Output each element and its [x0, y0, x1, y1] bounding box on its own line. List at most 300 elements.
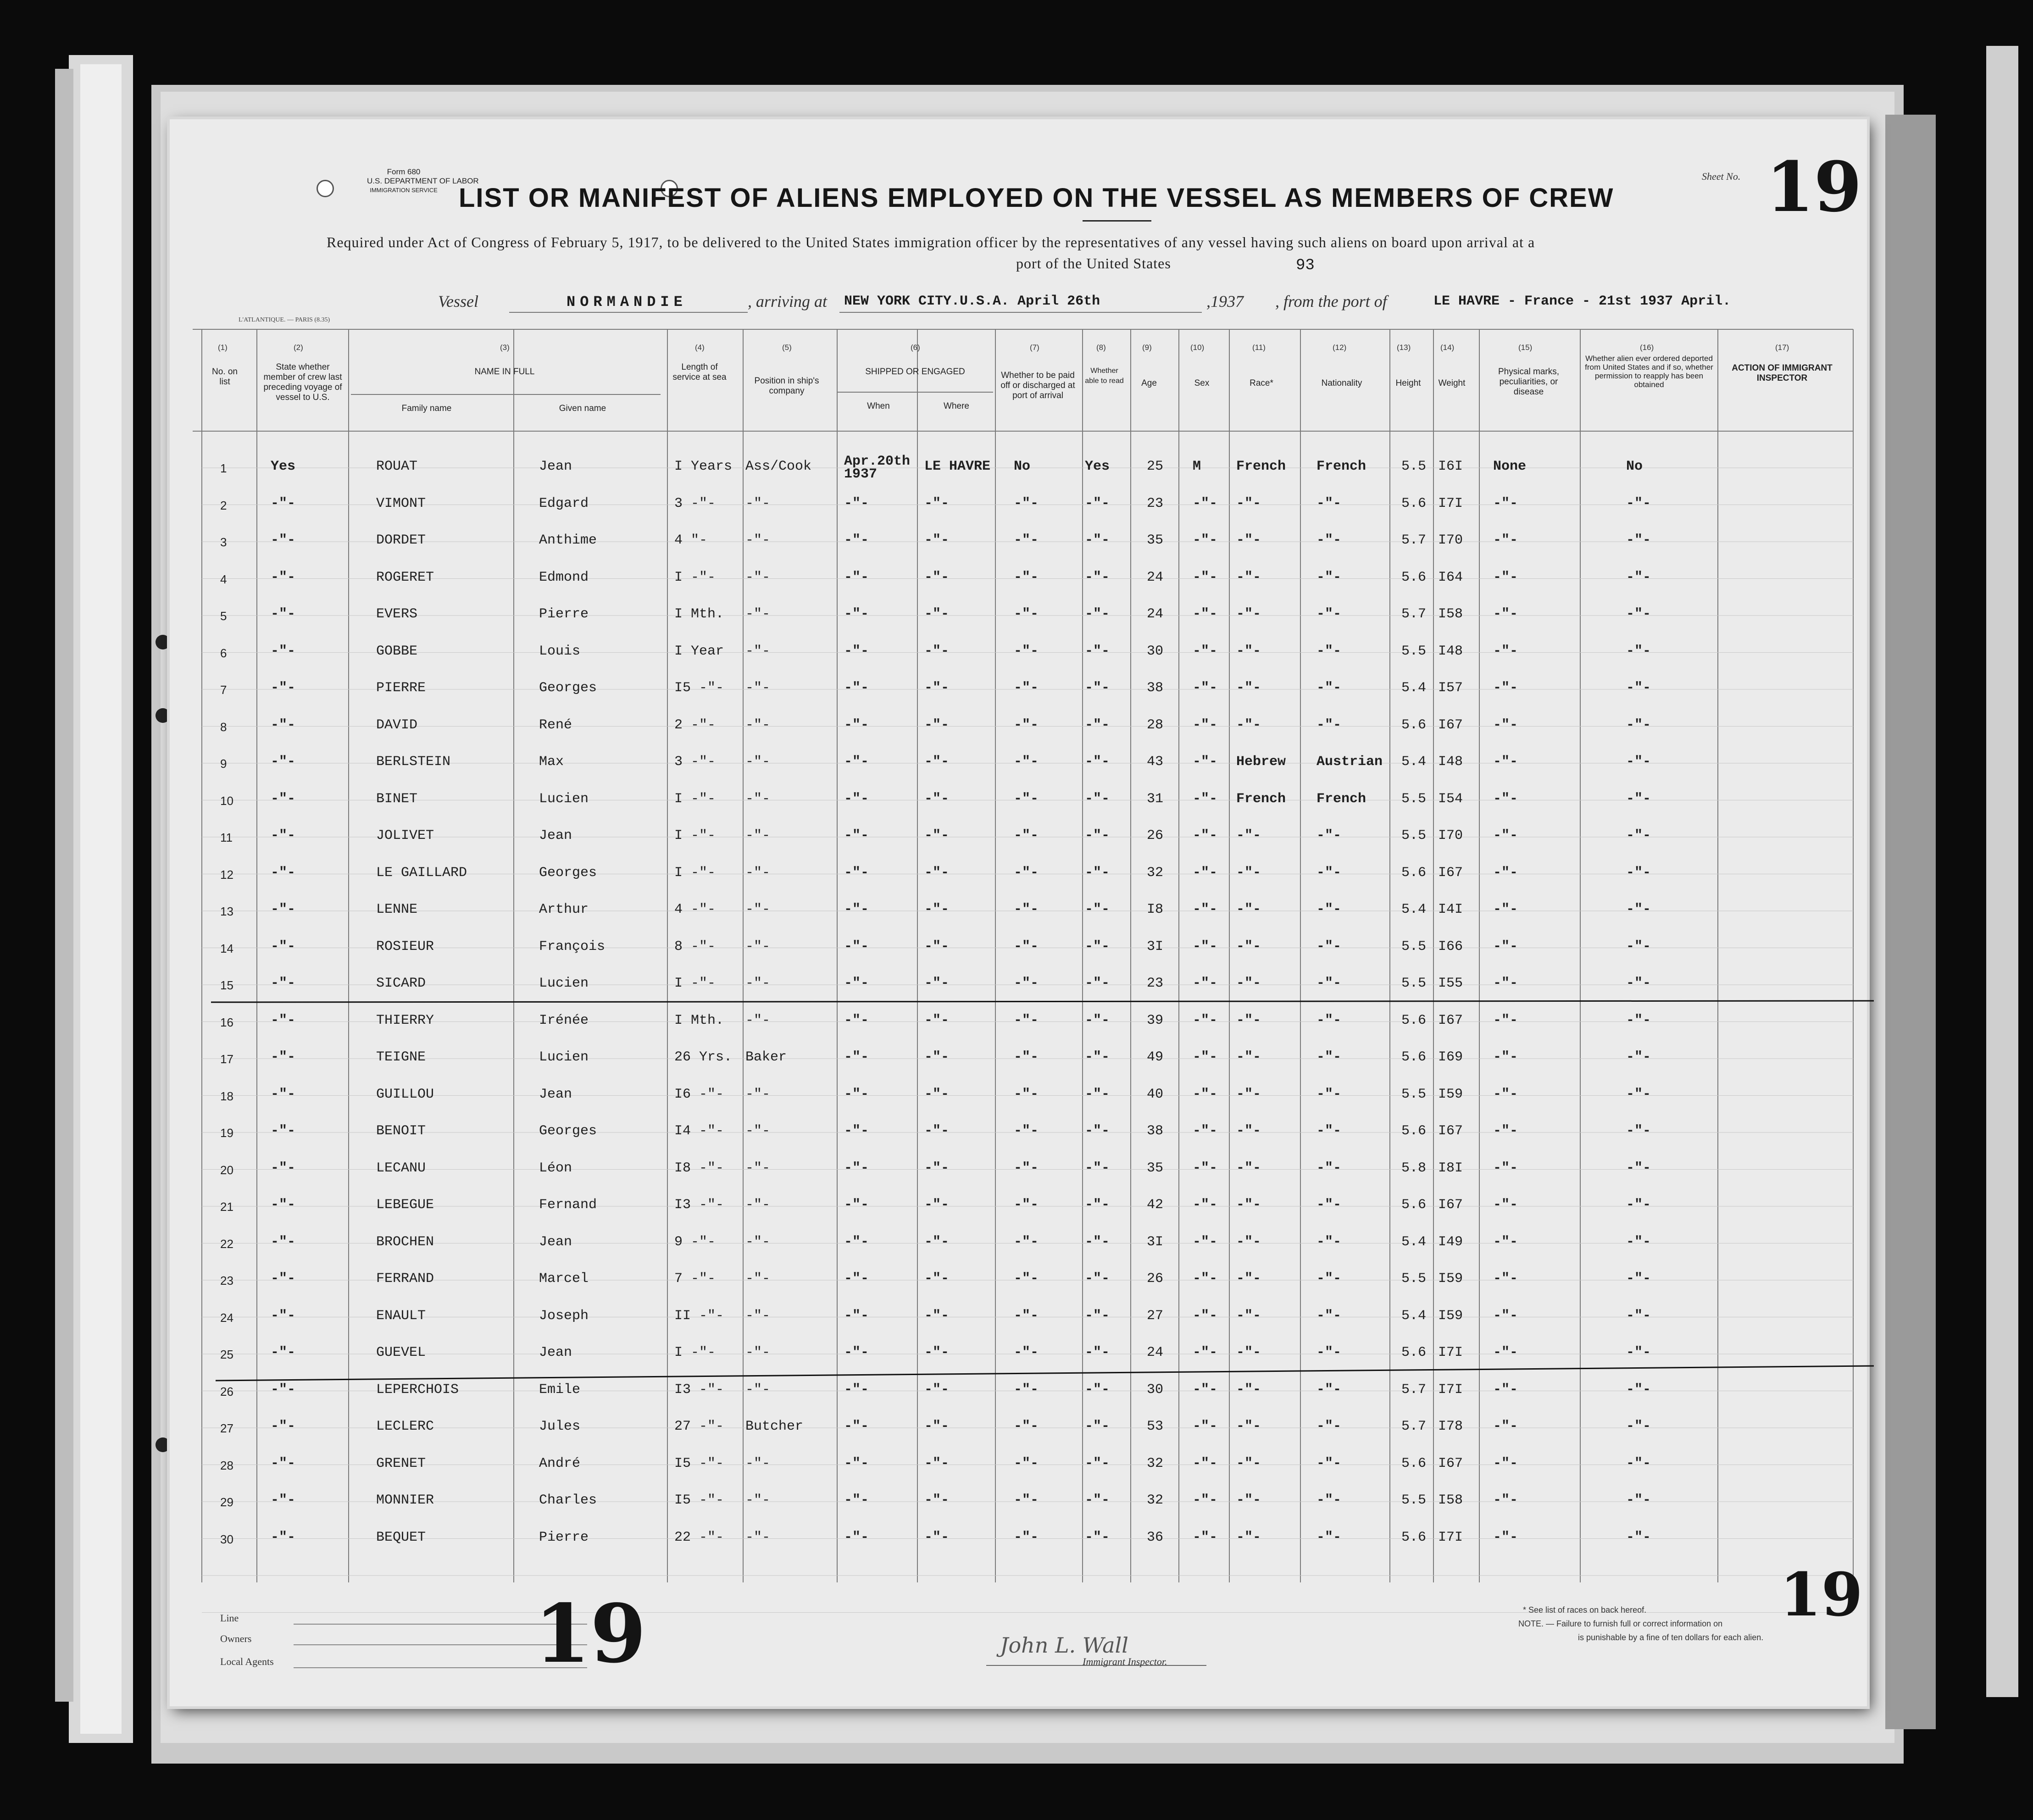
physical-marks-cell: -"-: [1493, 643, 1518, 659]
race-cell: -"-: [1236, 1234, 1261, 1250]
shipped-where-cell: -"-: [924, 938, 950, 954]
height-cell: 5.6: [1401, 1049, 1427, 1065]
deported-cell: -"-: [1626, 1234, 1651, 1250]
age-cell: 30: [1147, 643, 1164, 659]
paid-off-cell: -"-: [1014, 1234, 1039, 1250]
race-cell: -"-: [1236, 902, 1261, 917]
shipped-when-cell: -"-: [844, 1086, 869, 1102]
sex-cell: -"-: [1193, 1382, 1218, 1398]
weight-cell: I4I: [1438, 902, 1463, 917]
nationality-cell: -"-: [1316, 1308, 1342, 1324]
able-to-read-cell: -"-: [1085, 1012, 1110, 1028]
nationality-cell: -"-: [1316, 495, 1342, 511]
age-cell: 24: [1147, 606, 1164, 622]
service-length-cell: II -"-: [674, 1308, 724, 1324]
family-name-cell: JOLIVET: [376, 828, 434, 843]
deported-cell: No: [1626, 459, 1643, 474]
prev-voyage-cell: -"-: [271, 606, 296, 622]
position-cell: -"-: [745, 828, 771, 843]
physical-marks-cell: -"-: [1493, 1123, 1518, 1139]
age-cell: 30: [1147, 1382, 1164, 1398]
able-to-read-cell: -"-: [1085, 902, 1110, 917]
family-name-cell: LENNE: [376, 902, 418, 917]
height-cell: 5.5: [1401, 791, 1427, 807]
prev-voyage-cell: -"-: [271, 1493, 296, 1508]
given-name-cell: Charles: [539, 1493, 597, 1508]
sex-cell: -"-: [1193, 1493, 1218, 1508]
shipped-where-cell: -"-: [924, 1308, 950, 1324]
deported-cell: -"-: [1626, 680, 1651, 696]
family-name-cell: ROSIEUR: [376, 938, 434, 954]
height-cell: 5.4: [1401, 754, 1427, 770]
prev-voyage-cell: -"-: [271, 1234, 296, 1250]
prev-voyage-cell: -"-: [271, 533, 296, 548]
sex-cell: -"-: [1193, 976, 1218, 991]
age-cell: 35: [1147, 533, 1164, 548]
family-name-cell: TEIGNE: [376, 1049, 426, 1065]
family-name-cell: BINET: [376, 791, 418, 807]
weight-cell: I48: [1438, 754, 1463, 770]
race-cell: -"-: [1236, 1308, 1261, 1324]
col11-label: Race*: [1250, 378, 1273, 388]
shipped-where-cell: -"-: [924, 1197, 950, 1213]
weight-cell: I69: [1438, 1049, 1463, 1065]
sex-cell: -"-: [1193, 1455, 1218, 1471]
weight-cell: I70: [1438, 533, 1463, 548]
col1-num: (1): [218, 343, 228, 352]
service-length-cell: I -"-: [674, 976, 716, 991]
sex-cell: -"-: [1193, 643, 1218, 659]
weight-cell: I57: [1438, 680, 1463, 696]
able-to-read-cell: -"-: [1085, 1529, 1110, 1545]
position-cell: -"-: [745, 1234, 771, 1250]
paid-off-cell: -"-: [1014, 1160, 1039, 1176]
nationality-cell: -"-: [1316, 902, 1342, 917]
deported-cell: -"-: [1626, 495, 1651, 511]
deported-cell: -"-: [1626, 1419, 1651, 1434]
age-cell: 26: [1147, 1271, 1164, 1287]
able-to-read-cell: -"-: [1085, 533, 1110, 548]
physical-marks-cell: -"-: [1493, 1271, 1518, 1287]
sex-cell: -"-: [1193, 1234, 1218, 1250]
row-number: 24: [220, 1310, 233, 1325]
given-name-cell: Marcel: [539, 1271, 589, 1287]
weight-cell: I67: [1438, 1012, 1463, 1028]
physical-marks-cell: -"-: [1493, 865, 1518, 881]
sex-cell: -"-: [1193, 1271, 1218, 1287]
col4-num: (4): [695, 343, 705, 352]
fine-note: is punishable by a fine of ten dollars for each alien.: [1578, 1633, 1764, 1642]
age-cell: 28: [1147, 717, 1164, 733]
col2-num: (2): [294, 343, 303, 352]
row-number: 12: [220, 867, 233, 882]
age-cell: 49: [1147, 1049, 1164, 1065]
shipped-when-cell: -"-: [844, 902, 869, 917]
deported-cell: -"-: [1626, 938, 1651, 954]
vessel-label: Vessel: [438, 292, 478, 311]
paid-off-cell: -"-: [1014, 606, 1039, 622]
weight-cell: I54: [1438, 791, 1463, 807]
family-name-cell: LECANU: [376, 1160, 426, 1176]
prev-voyage-cell: -"-: [271, 828, 296, 843]
position-cell: -"-: [745, 902, 771, 917]
row-number: 28: [220, 1458, 233, 1472]
deported-cell: -"-: [1626, 1012, 1651, 1028]
age-cell: 24: [1147, 1345, 1164, 1360]
family-name-cell: BERLSTEIN: [376, 754, 451, 770]
family-name-cell: DORDET: [376, 533, 426, 548]
height-cell: 5.6: [1401, 569, 1427, 585]
weight-cell: I7I: [1438, 495, 1463, 511]
paid-off-cell: -"-: [1014, 1382, 1039, 1398]
weight-cell: I59: [1438, 1086, 1463, 1102]
able-to-read-cell: -"-: [1085, 1345, 1110, 1360]
col10-num: (10): [1190, 343, 1205, 352]
service-length-cell: 27 -"-: [674, 1419, 724, 1434]
height-cell: 5.6: [1401, 865, 1427, 881]
sex-cell: -"-: [1193, 1419, 1218, 1434]
physical-marks-cell: -"-: [1493, 1419, 1518, 1434]
deported-cell: -"-: [1626, 754, 1651, 770]
shipped-when-cell: Apr.20th 1937: [844, 454, 911, 482]
shipped-when-cell: -"-: [844, 1455, 869, 1471]
race-cell: French: [1236, 791, 1286, 807]
row-number: 13: [220, 904, 233, 918]
service-length-cell: I -"-: [674, 828, 716, 843]
prev-voyage-cell: -"-: [271, 680, 296, 696]
shipped-where-cell: -"-: [924, 902, 950, 917]
position-cell: -"-: [745, 938, 771, 954]
race-cell: -"-: [1236, 1049, 1261, 1065]
shipped-where-cell: -"-: [924, 1419, 950, 1434]
paid-off-cell: -"-: [1014, 976, 1039, 991]
row-number: 1: [220, 461, 227, 475]
height-cell: 5.7: [1401, 533, 1427, 548]
shipped-where-cell: -"-: [924, 680, 950, 696]
position-cell: -"-: [745, 754, 771, 770]
shipped-when-cell: -"-: [844, 1382, 869, 1398]
height-cell: 5.7: [1401, 1382, 1427, 1398]
weight-cell: I7I: [1438, 1345, 1463, 1360]
deported-cell: -"-: [1626, 1086, 1651, 1102]
position-cell: Butcher: [745, 1419, 804, 1434]
given-name-cell: Jules: [539, 1419, 581, 1434]
race-cell: -"-: [1236, 865, 1261, 881]
inspector-label: Immigrant Inspector.: [1083, 1656, 1167, 1667]
nationality-cell: -"-: [1316, 1234, 1342, 1250]
paid-off-cell: -"-: [1014, 791, 1039, 807]
able-to-read-cell: -"-: [1085, 938, 1110, 954]
shipped-when-cell: -"-: [844, 1197, 869, 1213]
race-cell: -"-: [1236, 1419, 1261, 1434]
shipped-where-cell: -"-: [924, 1160, 950, 1176]
race-cell: -"-: [1236, 1197, 1261, 1213]
col13-num: (13): [1397, 343, 1411, 352]
service-length-cell: I -"-: [674, 569, 716, 585]
age-cell: 24: [1147, 569, 1164, 585]
nationality-cell: -"-: [1316, 865, 1342, 881]
service-length-cell: 2 -"-: [674, 717, 716, 733]
physical-marks-cell: -"-: [1493, 902, 1518, 917]
paid-off-cell: -"-: [1014, 1493, 1039, 1508]
race-cell: -"-: [1236, 1271, 1261, 1287]
deported-cell: -"-: [1626, 791, 1651, 807]
physical-marks-cell: -"-: [1493, 1529, 1518, 1545]
shipped-where-cell: -"-: [924, 865, 950, 881]
service-length-cell: I3 -"-: [674, 1382, 724, 1398]
weight-cell: I67: [1438, 1123, 1463, 1139]
given-name-cell: Joseph: [539, 1308, 589, 1324]
departure-port: LE HAVRE - France - 21st 1937 April.: [1433, 294, 1731, 309]
shipped-when-cell: -"-: [844, 533, 869, 548]
row-number: 7: [220, 683, 227, 697]
family-name-cell: EVERS: [376, 606, 418, 622]
row-number: 16: [220, 1015, 233, 1029]
nationality-cell: -"-: [1316, 1197, 1342, 1213]
col16-num: (16): [1640, 343, 1654, 352]
shipped-where-cell: -"-: [924, 1493, 950, 1508]
able-to-read-cell: -"-: [1085, 1086, 1110, 1102]
prev-voyage-cell: -"-: [271, 865, 296, 881]
col6-when: When: [867, 401, 890, 411]
position-cell: -"-: [745, 1012, 771, 1028]
physical-marks-cell: -"-: [1493, 1160, 1518, 1176]
weight-cell: I59: [1438, 1308, 1463, 1324]
subtitle-line-2: port of the United States: [1016, 255, 1171, 272]
paid-off-cell: -"-: [1014, 1455, 1039, 1471]
service-length-cell: I -"-: [674, 791, 716, 807]
service-length-cell: I Year: [674, 643, 724, 659]
position-cell: -"-: [745, 680, 771, 696]
stamp-number: 19: [534, 1587, 646, 1681]
given-name-cell: Irénée: [539, 1012, 589, 1028]
able-to-read-cell: -"-: [1085, 1419, 1110, 1434]
able-to-read-cell: -"-: [1085, 1455, 1110, 1471]
paid-off-cell: -"-: [1014, 828, 1039, 843]
able-to-read-cell: -"-: [1085, 976, 1110, 991]
given-name-cell: Jean: [539, 1345, 572, 1360]
shipped-where-cell: -"-: [924, 1455, 950, 1471]
paid-off-cell: -"-: [1014, 902, 1039, 917]
physical-marks-cell: -"-: [1493, 791, 1518, 807]
service-length-cell: 3 -"-: [674, 754, 716, 770]
paid-off-cell: -"-: [1014, 1197, 1039, 1213]
col1-label: No. on list: [212, 367, 238, 387]
col14-num: (14): [1440, 343, 1455, 352]
prev-voyage-cell: -"-: [271, 1271, 296, 1287]
col8-label: Whether able to read: [1085, 367, 1124, 385]
row-number: 27: [220, 1421, 233, 1435]
given-name-cell: Lucien: [539, 1049, 589, 1065]
given-name-cell: Georges: [539, 865, 597, 881]
weight-cell: I7I: [1438, 1382, 1463, 1398]
family-name-cell: SICARD: [376, 976, 426, 991]
shipped-where-cell: -"-: [924, 1123, 950, 1139]
weight-cell: I78: [1438, 1419, 1463, 1434]
family-name-cell: GUEVEL: [376, 1345, 426, 1360]
age-cell: 36: [1147, 1529, 1164, 1545]
row-number: 17: [220, 1052, 233, 1066]
shipped-where-cell: -"-: [924, 606, 950, 622]
able-to-read-cell: -"-: [1085, 1271, 1110, 1287]
col7-num: (7): [1030, 343, 1039, 352]
physical-marks-cell: -"-: [1493, 717, 1518, 733]
col8-num: (8): [1096, 343, 1106, 352]
paid-off-cell: -"-: [1014, 1345, 1039, 1360]
position-cell: -"-: [745, 1086, 771, 1102]
able-to-read-cell: -"-: [1085, 1382, 1110, 1398]
col12-num: (12): [1333, 343, 1347, 352]
age-cell: 32: [1147, 1455, 1164, 1471]
shipped-when-cell: -"-: [844, 680, 869, 696]
age-cell: 35: [1147, 1160, 1164, 1176]
prev-voyage-cell: -"-: [271, 569, 296, 585]
col15-label: Physical marks, peculiarities, or disease: [1498, 367, 1560, 397]
nationality-cell: Austrian: [1316, 754, 1383, 770]
race-cell: -"-: [1236, 1455, 1261, 1471]
height-cell: 5.8: [1401, 1160, 1427, 1176]
inspector-signature: John L. Wall: [1000, 1633, 1128, 1658]
able-to-read-cell: -"-: [1085, 717, 1110, 733]
deported-cell: -"-: [1626, 1493, 1651, 1508]
sex-cell: -"-: [1193, 1086, 1218, 1102]
sex-cell: -"-: [1193, 1160, 1218, 1176]
form-service: IMMIGRATION SERVICE: [370, 187, 438, 194]
sex-cell: -"-: [1193, 1012, 1218, 1028]
given-name-cell: Fernand: [539, 1197, 597, 1213]
position-cell: -"-: [745, 1308, 771, 1324]
physical-marks-cell: -"-: [1493, 1086, 1518, 1102]
from-label: , from the port of: [1275, 292, 1387, 311]
given-name-cell: Lucien: [539, 791, 589, 807]
row-number: 20: [220, 1163, 233, 1177]
col15-num: (15): [1518, 343, 1533, 352]
sex-cell: -"-: [1193, 828, 1218, 843]
prev-voyage-cell: -"-: [271, 902, 296, 917]
position-cell: -"-: [745, 495, 771, 511]
prev-voyage-cell: -"-: [271, 643, 296, 659]
service-length-cell: I -"-: [674, 865, 716, 881]
sex-cell: M: [1193, 459, 1201, 474]
prev-voyage-cell: -"-: [271, 976, 296, 991]
sex-cell: -"-: [1193, 680, 1218, 696]
nationality-cell: French: [1316, 459, 1366, 474]
given-name-cell: Emile: [539, 1382, 581, 1398]
paid-off-cell: -"-: [1014, 1308, 1039, 1324]
physical-marks-cell: -"-: [1493, 1012, 1518, 1028]
shipped-when-cell: -"-: [844, 643, 869, 659]
shipped-when-cell: -"-: [844, 569, 869, 585]
position-cell: -"-: [745, 1123, 771, 1139]
shipped-where-cell: -"-: [924, 754, 950, 770]
position-cell: -"-: [745, 717, 771, 733]
weight-cell: I67: [1438, 865, 1463, 881]
physical-marks-cell: -"-: [1493, 495, 1518, 511]
height-cell: 5.6: [1401, 1529, 1427, 1545]
height-cell: 5.5: [1401, 828, 1427, 843]
family-name-cell: LECLERC: [376, 1419, 434, 1434]
able-to-read-cell: -"-: [1085, 1123, 1110, 1139]
race-cell: -"-: [1236, 1529, 1261, 1545]
race-cell: -"-: [1236, 1012, 1261, 1028]
deported-cell: -"-: [1626, 1271, 1651, 1287]
shipped-when-cell: -"-: [844, 938, 869, 954]
col9-label: Age: [1141, 378, 1157, 388]
prev-voyage-cell: -"-: [271, 1160, 296, 1176]
row-number: 5: [220, 609, 227, 623]
race-cell: -"-: [1236, 533, 1261, 548]
deported-cell: -"-: [1626, 569, 1651, 585]
nationality-cell: -"-: [1316, 938, 1342, 954]
family-name-cell: GRENET: [376, 1455, 426, 1471]
prev-voyage-cell: -"-: [271, 1419, 296, 1434]
shipped-when-cell: -"-: [844, 1308, 869, 1324]
able-to-read-cell: -"-: [1085, 643, 1110, 659]
service-length-cell: I5 -"-: [674, 1455, 724, 1471]
position-cell: -"-: [745, 643, 771, 659]
able-to-read-cell: -"-: [1085, 1493, 1110, 1508]
family-name-cell: ENAULT: [376, 1308, 426, 1324]
deported-cell: -"-: [1626, 865, 1651, 881]
row-number: 14: [220, 941, 233, 955]
position-cell: -"-: [745, 1271, 771, 1287]
able-to-read-cell: -"-: [1085, 791, 1110, 807]
col9-num: (9): [1142, 343, 1152, 352]
prev-voyage-cell: -"-: [271, 791, 296, 807]
shipped-when-cell: -"-: [844, 1049, 869, 1065]
height-cell: 5.7: [1401, 1419, 1427, 1434]
paid-off-cell: No: [1014, 459, 1031, 474]
service-length-cell: I3 -"-: [674, 1197, 724, 1213]
position-cell: -"-: [745, 865, 771, 881]
weight-cell: I58: [1438, 1493, 1463, 1508]
form-number: Form 680: [387, 167, 421, 176]
age-cell: 26: [1147, 828, 1164, 843]
deported-cell: -"-: [1626, 1308, 1651, 1324]
able-to-read-cell: -"-: [1085, 606, 1110, 622]
manifest-title: LIST OR MANIFEST OF ALIENS EMPLOYED ON THE VESSEL AS MEMBERS OF CREW: [459, 183, 1614, 213]
family-name-cell: ROUAT: [376, 459, 418, 474]
weight-cell: I7I: [1438, 1529, 1463, 1545]
race-cell: -"-: [1236, 717, 1261, 733]
nationality-cell: French: [1316, 791, 1366, 807]
able-to-read-cell: -"-: [1085, 569, 1110, 585]
weight-cell: I64: [1438, 569, 1463, 585]
height-cell: 5.6: [1401, 1012, 1427, 1028]
height-cell: 5.5: [1401, 459, 1427, 474]
family-name-cell: BEQUET: [376, 1529, 426, 1545]
col12-label: Nationality: [1321, 378, 1362, 388]
deported-cell: -"-: [1626, 828, 1651, 843]
nationality-cell: -"-: [1316, 717, 1342, 733]
race-cell: -"-: [1236, 569, 1261, 585]
prev-voyage-cell: -"-: [271, 717, 296, 733]
arriving-label: , arriving at: [748, 292, 828, 311]
weight-cell: I8I: [1438, 1160, 1463, 1176]
shipped-when-cell: -"-: [844, 1493, 869, 1508]
family-name-cell: LEPERCHOIS: [376, 1382, 459, 1398]
row-number: 8: [220, 720, 227, 734]
sex-cell: -"-: [1193, 533, 1218, 548]
physical-marks-cell: -"-: [1493, 1197, 1518, 1213]
row-number: 9: [220, 757, 227, 771]
col17-label: ACTION OF IMMIGRANT INSPECTOR: [1732, 363, 1833, 383]
given-name-cell: Max: [539, 754, 564, 770]
deported-cell: -"-: [1626, 643, 1651, 659]
weight-cell: I67: [1438, 717, 1463, 733]
row-number: 11: [220, 831, 233, 844]
age-cell: 39: [1147, 1012, 1164, 1028]
